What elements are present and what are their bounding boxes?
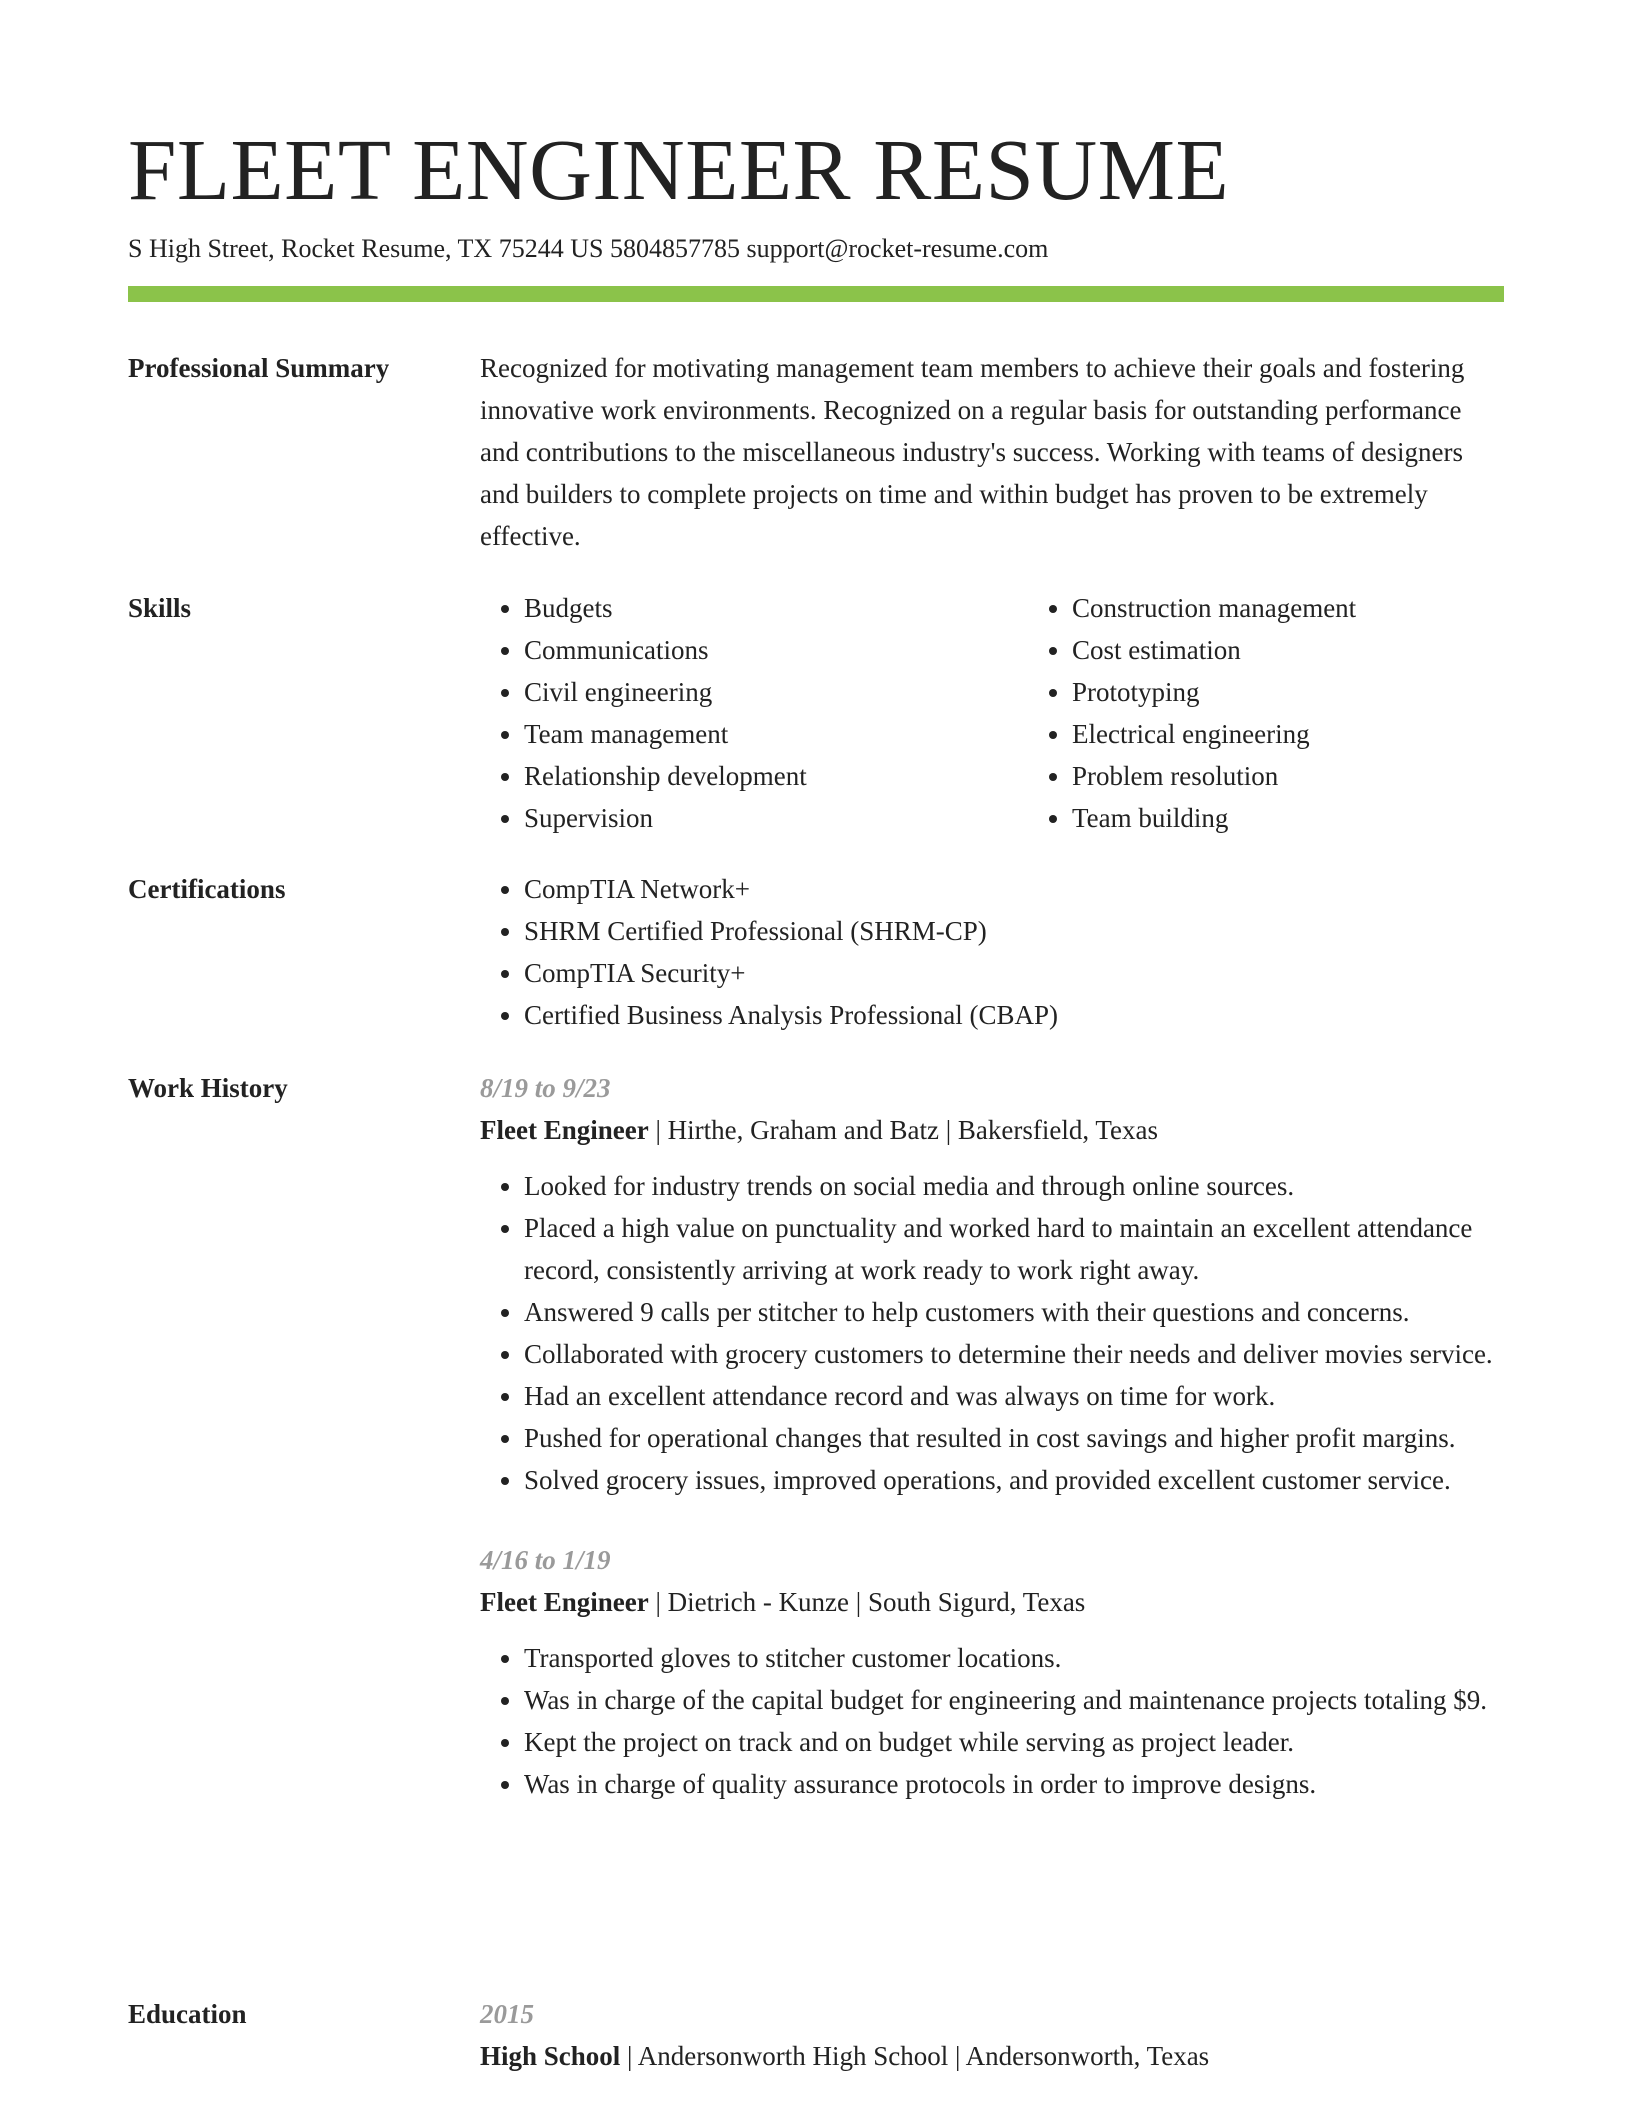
section-label: Certifications (128, 874, 286, 904)
job-bullet: • Looked for industry trends on social media and through online sources. (524, 1165, 1504, 1207)
job-bullet: • Transported gloves to stitcher customer locations. (524, 1637, 1504, 1679)
certifications-list (480, 868, 1504, 1036)
job-dates: 4/16 to 1/19 (480, 1545, 611, 1575)
contact-phone: 5804857785 (609, 234, 740, 263)
job-heading (480, 1109, 1504, 1151)
job-dates: 8/19 to 9/23 (480, 1073, 611, 1103)
job-bullet: • Had an excellent attendance record and was always on time for work. (524, 1375, 1504, 1417)
certification-item: • CompTIA Security+ (524, 952, 1504, 994)
job-title: Fleet Engineer (480, 1115, 649, 1145)
education-body (480, 1993, 1504, 2077)
skill-item: • Problem resolution (1072, 755, 1572, 797)
job-heading (480, 1581, 1504, 1623)
education-year: 2015 (480, 1999, 534, 2029)
contact-line (128, 232, 1048, 266)
job-entry (480, 1067, 1504, 1501)
skills-list-left (480, 587, 984, 839)
job-bullet: • Kept the project on track and on budget while serving as project leader. (524, 1721, 1504, 1763)
section-label: Professional Summary (128, 353, 390, 383)
skill-item: • Team building (1072, 797, 1572, 839)
job-location: | Bakersfield, Texas (939, 1115, 1158, 1145)
education-heading (480, 2035, 1504, 2077)
section-label: Skills (128, 593, 192, 623)
resume-title: FLEET ENGINEER RESUME (128, 121, 1230, 218)
skill-item: • Budgets (524, 587, 984, 629)
skill-item: • Supervision (524, 797, 984, 839)
skill-item: • Construction management (1072, 587, 1572, 629)
job-bullet: • Placed a high value on punctuality and worked hard to maintain an excellent attendance record, consistently arriving at work ready to work right away. (524, 1207, 1504, 1291)
section-label: Work History (128, 1073, 288, 1103)
job-title: Fleet Engineer (480, 1587, 649, 1617)
job-location: | South Sigurd, Texas (849, 1587, 1085, 1617)
skill-item: • Cost estimation (1072, 629, 1572, 671)
job-employer: | Hirthe, Graham and Batz (649, 1115, 939, 1145)
skill-item: • Communications (524, 629, 984, 671)
summary-text: Recognized for motivating management team members to achieve their goals and fostering innovative work environments. Recognized on a regular basis for outstanding performance and contributions to the miscellaneous industry's success. Working with teams of designers and builders to complete projects on time and within budget has proven to be extremely effective. (480, 353, 1465, 551)
job-bullet: • Solved grocery issues, improved operations, and provided excellent customer service. (524, 1459, 1504, 1501)
certification-item: • SHRM Certified Professional (SHRM-CP) (524, 910, 1504, 952)
education-location: | Andersonworth, Texas (948, 2041, 1209, 2071)
skill-item: • Prototyping (1072, 671, 1572, 713)
job-employer: | Dietrich - Kunze (649, 1587, 849, 1617)
job-bullet: • Answered 9 calls per stitcher to help customers with their questions and concerns. (524, 1291, 1504, 1333)
job-bullet: • Was in charge of the capital budget for engineering and maintenance projects totaling $9. (524, 1679, 1504, 1721)
certifications-body (480, 868, 1504, 1036)
certification-item: • CompTIA Network+ (524, 868, 1504, 910)
education-degree: High School (480, 2041, 621, 2071)
summary-body (480, 347, 1504, 557)
job-bullet: • Pushed for operational changes that resulted in cost savings and higher profit margins. (524, 1417, 1504, 1459)
job-bullet: • Was in charge of quality assurance protocols in order to improve designs. (524, 1763, 1504, 1805)
job-entry (480, 1539, 1504, 1805)
education-school: | Andersonworth High School (620, 2041, 948, 2071)
skills-list-right (1028, 587, 1572, 839)
skill-item: • Electrical engineering (1072, 713, 1572, 755)
section-label: Education (128, 1999, 247, 2029)
skill-item: • Civil engineering (524, 671, 984, 713)
certification-item: • Certified Business Analysis Professional (CBAP) (524, 994, 1504, 1036)
skills-body (480, 587, 1504, 839)
accent-divider (128, 286, 1504, 302)
skill-item: • Team management (524, 713, 984, 755)
skill-item: • Relationship development (524, 755, 984, 797)
contact-address: S High Street, Rocket Resume, TX 75244 US (128, 234, 604, 263)
contact-email: support@rocket-resume.com (746, 234, 1049, 263)
job-bullets (480, 1165, 1504, 1501)
job-bullets (480, 1637, 1504, 1805)
job-bullet: • Collaborated with grocery customers to determine their needs and deliver movies service. (524, 1333, 1504, 1375)
work-history-body (480, 1067, 1504, 1805)
